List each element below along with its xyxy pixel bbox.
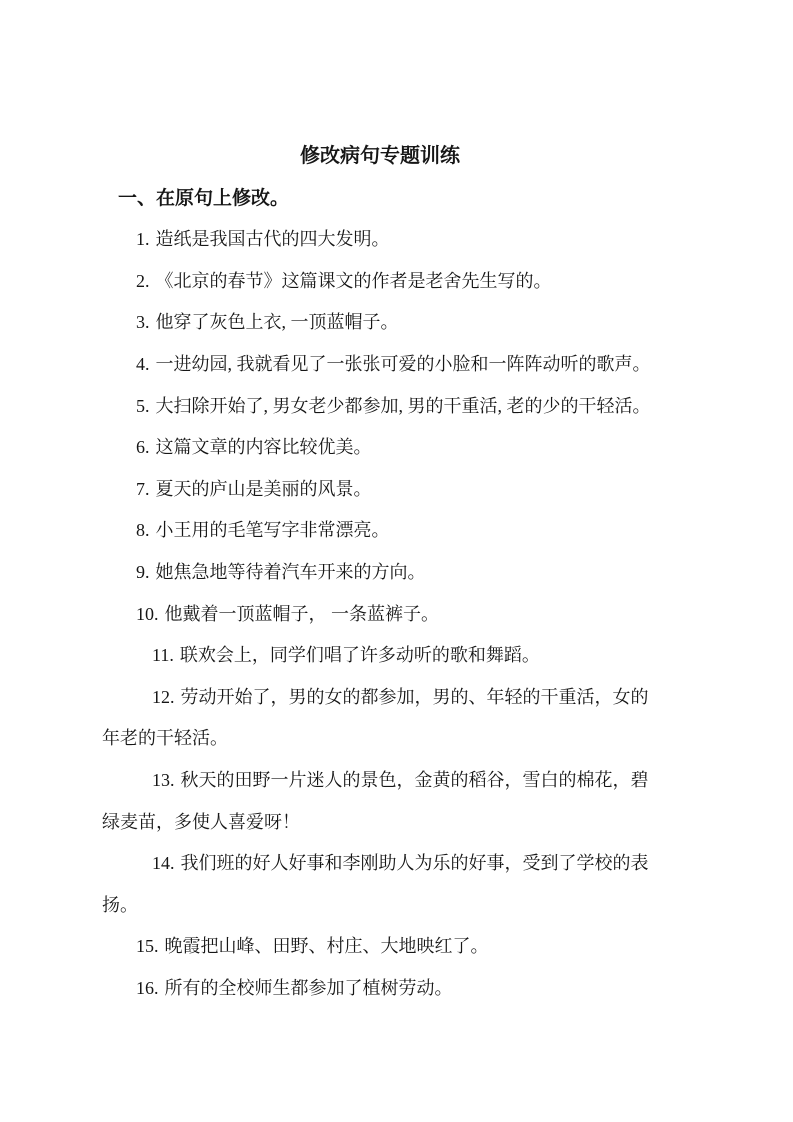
item-text: 《北京的春节》这篇课文的作者是老舍先生写的。 bbox=[155, 270, 552, 291]
item-text: 晚霞把山峰、田野、村庄、大地映红了。 bbox=[164, 936, 489, 957]
item-number: 12. bbox=[152, 686, 175, 707]
item-14 bbox=[102, 843, 753, 926]
item-text: 这篇文章的内容比较优美。 bbox=[155, 437, 372, 458]
item-11 bbox=[102, 635, 753, 677]
item-text-continued: 绿麦苗，多使人喜爱呀！ bbox=[102, 811, 300, 832]
item-3 bbox=[102, 302, 753, 344]
item-text: 劳动开始了，男的女的都参加，男的、年轻的干重活，女的 bbox=[180, 686, 649, 707]
item-text: 大扫除开始了, 男女老少都参加, 男的干重活, 老的少的干轻活。 bbox=[155, 395, 651, 416]
item-text: 造纸是我国古代的四大发明。 bbox=[155, 229, 390, 250]
item-1 bbox=[102, 219, 753, 261]
item-text-continued: 扬。 bbox=[102, 894, 138, 915]
item-7 bbox=[102, 469, 753, 511]
item-15 bbox=[102, 926, 753, 968]
section-heading: 一、在原句上修改。 bbox=[118, 187, 290, 209]
item-number: 6. bbox=[136, 437, 150, 458]
item-number: 16. bbox=[136, 977, 159, 998]
item-number: 1. bbox=[136, 229, 150, 250]
worksheet-title: 修改病句专题训练 bbox=[300, 145, 460, 167]
item-number: 15. bbox=[136, 936, 159, 957]
item-number: 2. bbox=[136, 270, 150, 291]
item-text-continued: 年老的干轻活。 bbox=[102, 728, 228, 749]
item-number: 7. bbox=[136, 478, 150, 499]
item-text: 一进幼园, 我就看见了一张张可爱的小脸和一阵阵动听的歌声。 bbox=[155, 353, 651, 374]
item-number: 13. bbox=[152, 769, 175, 790]
item-text: 她焦急地等待着汽车开来的方向。 bbox=[155, 561, 426, 582]
item-8 bbox=[102, 510, 753, 552]
item-number: 5. bbox=[136, 395, 150, 416]
item-9 bbox=[102, 552, 753, 594]
item-text: 秋天的田野一片迷人的景色，金黄的稻谷，雪白的棉花，碧 bbox=[180, 769, 649, 790]
item-number: 4. bbox=[136, 353, 150, 374]
item-10 bbox=[102, 594, 753, 636]
item-5 bbox=[102, 386, 753, 428]
item-4 bbox=[102, 344, 753, 386]
item-2 bbox=[102, 261, 753, 303]
item-text: 夏天的庐山是美丽的风景。 bbox=[155, 478, 372, 499]
item-number: 8. bbox=[136, 520, 150, 541]
item-text: 他穿了灰色上衣, 一顶蓝帽子。 bbox=[155, 312, 399, 333]
item-text: 联欢会上，同学们唱了许多动听的歌和舞蹈。 bbox=[179, 645, 540, 666]
item-text: 所有的全校师生都参加了植树劳动。 bbox=[164, 977, 453, 998]
item-number: 14. bbox=[152, 853, 175, 874]
item-16 bbox=[102, 968, 753, 1010]
item-text: 我们班的好人好事和李刚助人为乐的好事，受到了学校的表 bbox=[180, 853, 649, 874]
item-number: 11. bbox=[152, 645, 174, 666]
item-number: 3. bbox=[136, 312, 150, 333]
item-number: 10. bbox=[136, 603, 159, 624]
item-text: 他戴着一顶蓝帽子， 一条蓝裤子。 bbox=[164, 603, 439, 624]
item-13 bbox=[102, 760, 753, 843]
item-6 bbox=[102, 427, 753, 469]
item-12 bbox=[102, 677, 753, 760]
item-text: 小王用的毛笔写字非常漂亮。 bbox=[155, 520, 390, 541]
item-number: 9. bbox=[136, 561, 150, 582]
